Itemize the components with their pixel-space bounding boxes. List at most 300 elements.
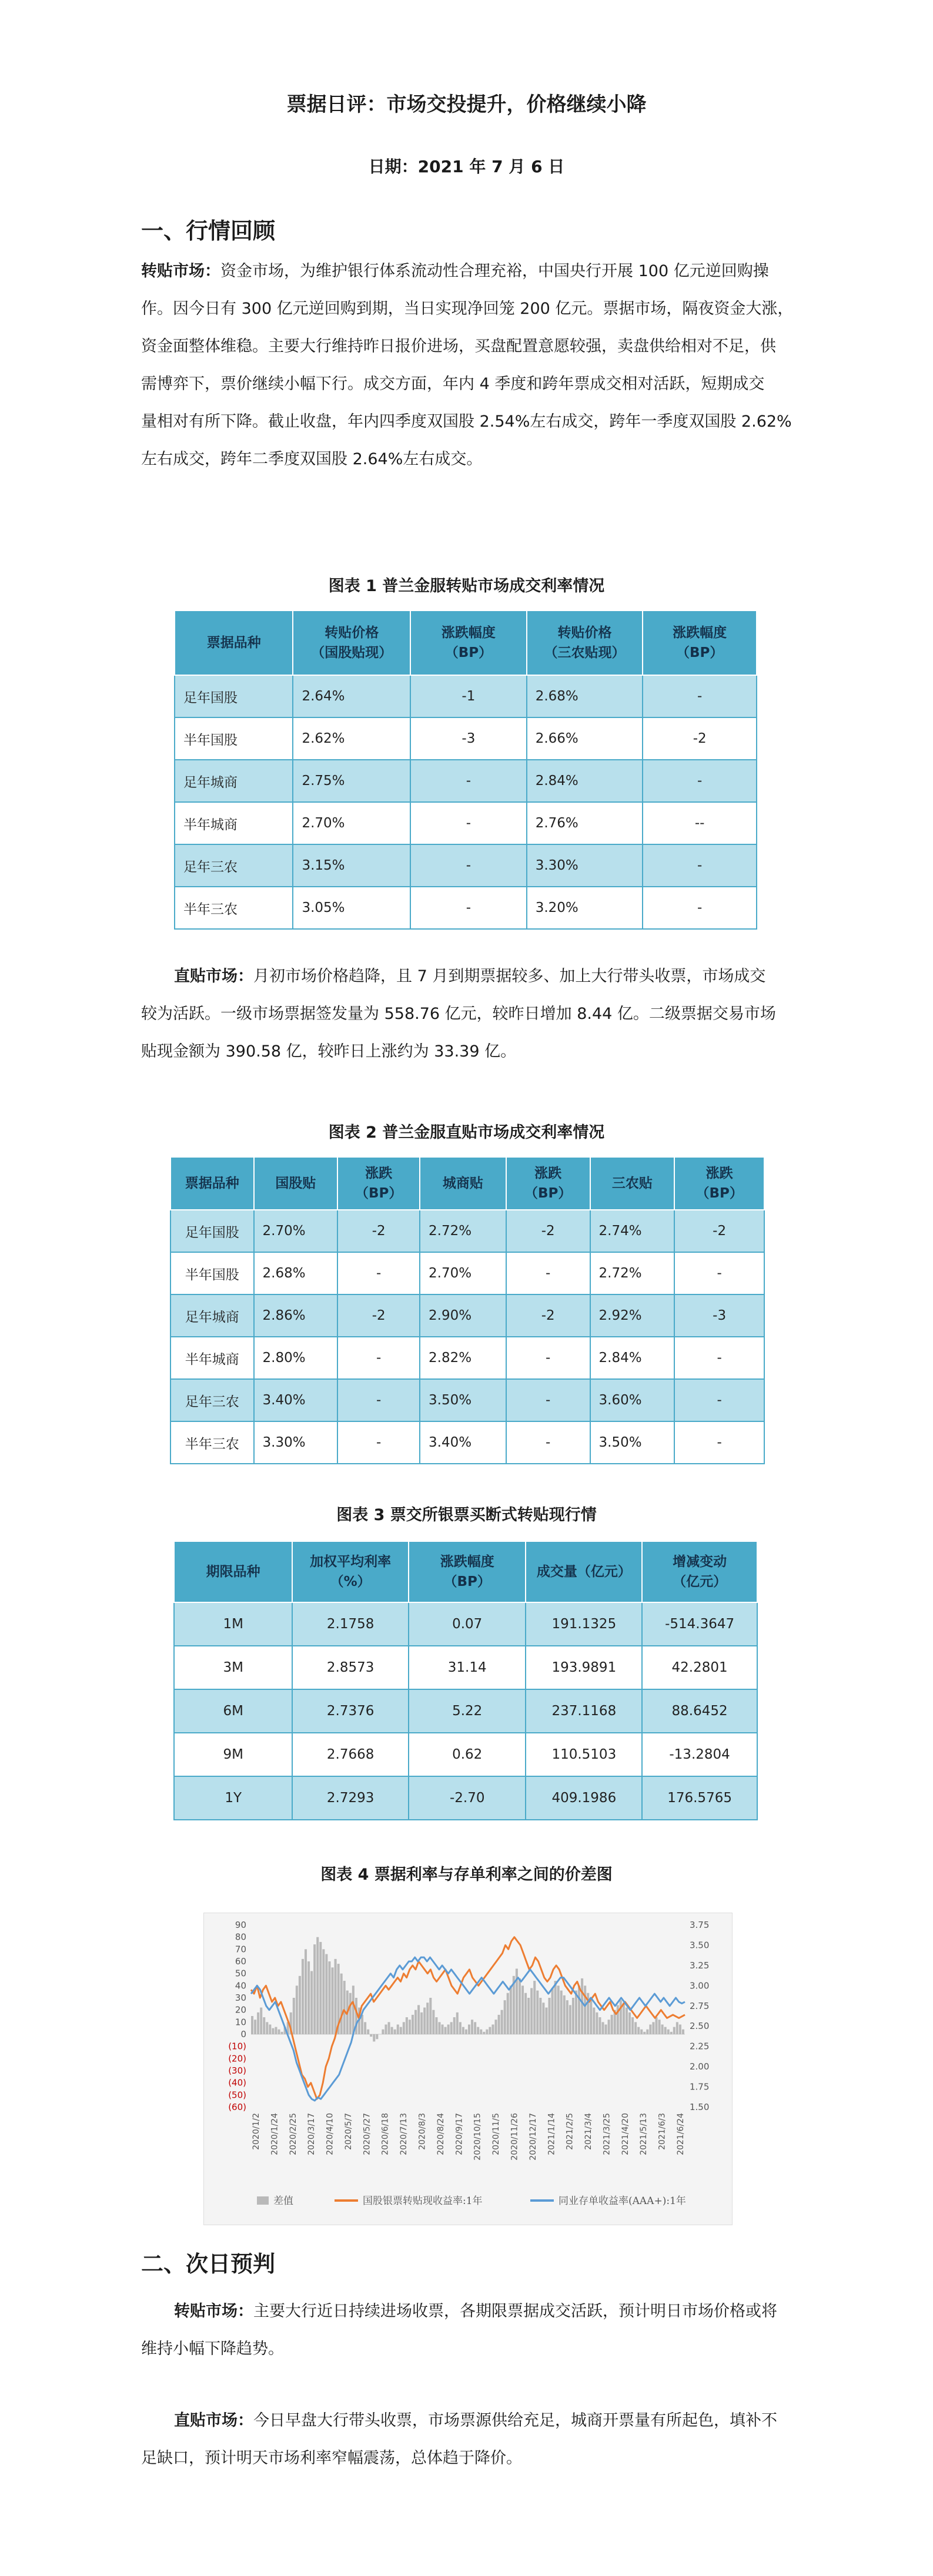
left-axis-tick-label: (30) [228, 2065, 246, 2076]
table-cell: 2.7668 [292, 1733, 409, 1776]
left-axis-tick-label: (20) [228, 2053, 246, 2064]
spread-bar [305, 1949, 307, 2034]
spread-bar [655, 2017, 657, 2034]
x-axis-tick-label: 2020/2/25 [288, 2113, 298, 2155]
spread-bar [322, 1949, 325, 2034]
table-header-cell: 票据品种 [175, 611, 293, 675]
spread-bar [661, 2024, 664, 2034]
table-cell: -2 [643, 717, 757, 760]
spread-bar [429, 1998, 432, 2034]
table-cell: 2.80% [254, 1337, 338, 1379]
report-date: 日期：2021 年 7 月 6 日 [368, 157, 565, 176]
spread-bar [673, 2027, 675, 2034]
table-cell: 110.5103 [526, 1733, 642, 1776]
table-cell: - [674, 1421, 764, 1464]
table-exchange-rediscount [173, 1541, 758, 1820]
left-axis-tick-label: 40 [235, 1980, 246, 1991]
table-cell: - [410, 802, 527, 844]
table-header-cell: 涨跌 （BP） [337, 1157, 420, 1210]
spread-bar [483, 2032, 485, 2034]
table-cell: -1 [410, 675, 527, 717]
spread-bar [325, 1954, 327, 2034]
spread-bar [566, 2000, 569, 2034]
table-cell: -3 [410, 717, 527, 760]
table-header-cell: 期限品种 [174, 1541, 292, 1602]
spread-bar [560, 1991, 563, 2034]
spread-bar [277, 2030, 280, 2034]
spread-bar [486, 2030, 488, 2034]
spread-bar [450, 2022, 453, 2034]
x-axis-tick-label: 2020/6/18 [380, 2113, 390, 2155]
table-cell: 2.7376 [292, 1689, 409, 1733]
spread-bar [310, 1971, 313, 2034]
spread-bar [626, 2008, 628, 2034]
x-axis-tick-label: 2020/4/10 [325, 2113, 335, 2155]
spread-bar [593, 2008, 595, 2034]
spread-bar [438, 2022, 440, 2034]
right-axis-tick-label: 2.50 [690, 2021, 710, 2032]
spread-bar [563, 1995, 566, 2034]
spread-bar [480, 2030, 482, 2034]
table-cell: 2.70% [293, 802, 410, 844]
spread-bar [527, 1998, 530, 2034]
table-cell: 2.68% [254, 1252, 338, 1294]
table3-caption: 图表 3 票交所银票买断式转贴现行情 [336, 1506, 597, 1524]
table-header-row [175, 611, 757, 675]
right-axis-tick-label: 1.50 [690, 2102, 710, 2112]
x-axis-tick-label: 2020/8/24 [436, 2113, 446, 2155]
legend-label: 差值 [273, 2195, 293, 2207]
spread-bar [251, 2016, 253, 2034]
table-row [170, 1252, 764, 1294]
spread-bar [572, 1998, 574, 2034]
spread-bar [281, 2032, 283, 2034]
table-cell: 2.64% [293, 675, 410, 717]
table-cell: 2.8573 [292, 1646, 409, 1689]
table-cell: 足年国股 [175, 675, 293, 717]
spread-bar [474, 2022, 476, 2034]
table-cell: - [337, 1252, 420, 1294]
table-cell: 237.1168 [526, 1689, 642, 1733]
table-cell: 3.50% [590, 1421, 675, 1464]
legend-label: 同业存单收益率(AAA+):1年 [559, 2195, 686, 2207]
right-axis-tick-label: 3.50 [690, 1940, 710, 1951]
table-header-cell: 成交量（亿元） [526, 1541, 642, 1602]
spread-bar [275, 2027, 277, 2034]
spread-bar [637, 2027, 640, 2034]
paragraph-text: 资金市场，为维护银行体系流动性合理充裕，中国央行开展 100 亿元逆回购操 [220, 262, 769, 280]
table-cell: 2.70% [420, 1252, 506, 1294]
spread-bar [477, 2027, 479, 2034]
spread-bar [634, 2022, 637, 2034]
spread-bar [293, 1998, 295, 2034]
spread-bar [343, 1981, 346, 2034]
spread-bar [530, 1988, 533, 2034]
spread-bar [611, 2015, 613, 2034]
spread-bar [649, 2024, 651, 2034]
spread-bar [331, 1967, 333, 2034]
spread-bar [373, 2034, 375, 2041]
table-cell: - [643, 760, 757, 802]
spread-bar [417, 2005, 420, 2034]
table-cell: -2 [337, 1294, 420, 1337]
table-cell: - [506, 1421, 590, 1464]
spread-bar [590, 2000, 592, 2034]
table-header-cell: 加权平均利率 （%） [292, 1541, 409, 1602]
paragraph-lead: 直贴市场： [174, 967, 253, 985]
right-axis-tick-label: 3.25 [690, 1960, 710, 1971]
left-axis-tick-label: 90 [235, 1920, 246, 1930]
table-cell: - [506, 1337, 590, 1379]
table-cell: - [674, 1337, 764, 1379]
paragraph-lead: 直贴市场： [174, 2411, 253, 2430]
spread-chart [203, 1913, 733, 2225]
spread-bar [643, 2032, 646, 2034]
table-cell: 3.30% [527, 844, 643, 887]
table-cell: -2.70 [409, 1776, 526, 1820]
spread-bar [578, 1985, 580, 2034]
paragraph-line: 左右成交，跨年二季度双国股 2.64%左右成交。 [141, 450, 483, 468]
legend-swatch-bar [257, 2196, 269, 2205]
x-axis-tick-label: 2020/1/24 [270, 2113, 280, 2155]
x-axis-tick-label: 2021/6/3 [657, 2113, 667, 2150]
table-row [170, 1421, 764, 1464]
paragraph-line [174, 2402, 794, 2440]
table-cell: 2.1758 [292, 1602, 409, 1646]
table-cell: - [674, 1379, 764, 1421]
spread-bar [581, 1978, 583, 2034]
table-cell: 2.84% [590, 1337, 675, 1379]
spread-bar [646, 2030, 648, 2034]
spread-bar [507, 1993, 509, 2034]
table-cell: 半年城商 [170, 1337, 254, 1379]
table-cell: -13.2804 [642, 1733, 757, 1776]
x-axis-tick-label: 2021/5/13 [639, 2113, 649, 2155]
table-cell: 1M [174, 1602, 292, 1646]
table2-caption: 图表 2 普兰金服直贴市场成交利率情况 [328, 1123, 605, 1142]
x-axis-tick-label: 2021/4/20 [620, 2113, 630, 2155]
table-cell: - [674, 1252, 764, 1294]
left-axis-tick-label: (50) [228, 2089, 246, 2101]
paragraph-line [141, 253, 794, 290]
spread-bar [302, 1959, 304, 2034]
spread-bar [376, 2034, 378, 2039]
spread-bar [257, 2012, 259, 2034]
table-cell: 3.40% [254, 1379, 338, 1421]
spread-bar [539, 1998, 541, 2034]
table-cell: -- [643, 802, 757, 844]
table-cell: -3 [674, 1294, 764, 1337]
spread-bar [447, 2024, 450, 2034]
table-header-cell: 转贴价格 （三农贴现） [527, 611, 643, 675]
left-axis-tick-label: 60 [235, 1956, 246, 1967]
spread-bar [426, 2003, 429, 2034]
table-cell: - [643, 887, 757, 929]
table-row [175, 717, 757, 760]
table-row [174, 1646, 757, 1689]
table-row [170, 1337, 764, 1379]
left-axis-tick-label: 20 [235, 2004, 246, 2015]
table-cell: - [643, 844, 757, 887]
spread-bar [471, 2020, 473, 2034]
table-cell: 半年三农 [170, 1421, 254, 1464]
spread-bar [533, 1981, 536, 2034]
spread-bar [557, 1985, 560, 2034]
spread-bar [491, 2024, 494, 2034]
spread-bar [444, 2027, 447, 2034]
spread-bar [652, 2022, 654, 2034]
paragraph-text: 今日早盘大行带头收票，市场票源供给充足，城商开票量有所起色，填补不 [253, 2411, 777, 2430]
paragraph-text: 月初市场价格趋降，且 7 月到期票据较多、加上大行带头收票，市场成交 [253, 967, 766, 985]
left-axis-tick-label: (60) [228, 2102, 246, 2112]
spread-bar [299, 1976, 301, 2034]
spread-bar [370, 2034, 372, 2037]
x-axis-tick-label: 2020/5/7 [343, 2113, 353, 2150]
table-cell: - [643, 675, 757, 717]
table-cell: 409.1986 [526, 1776, 642, 1820]
table-cell: -2 [674, 1210, 764, 1252]
report-title: 票据日评：市场交投提升，价格继续小降 [286, 93, 647, 116]
spread-bar [628, 2012, 631, 2034]
table-header-cell: 涨跌 （BP） [506, 1157, 590, 1210]
spread-bar [601, 2022, 604, 2034]
chart-caption: 图表 4 票据利率与存单利率之间的价差图 [320, 1866, 613, 1884]
spread-bar [335, 1959, 337, 2034]
right-axis-tick-label: 2.00 [690, 2061, 710, 2072]
spread-bar [658, 2020, 661, 2034]
table-cell: 0.07 [409, 1602, 526, 1646]
spread-bar [400, 2027, 402, 2034]
x-axis-tick-label: 2020/5/27 [362, 2113, 372, 2155]
table-header-cell: 涨跌 （BP） [674, 1157, 764, 1210]
paragraph-forecast-direct [141, 2402, 794, 2477]
spread-bar [397, 2024, 399, 2034]
table-row [174, 1689, 757, 1733]
spread-bar [352, 1985, 355, 2034]
spread-bar [349, 1993, 352, 2034]
paragraph-direct-discount [141, 958, 794, 1071]
table-cell: 足年城商 [170, 1294, 254, 1337]
spread-bar [382, 2030, 384, 2034]
left-axis-tick-label: (40) [228, 2077, 246, 2088]
spread-bar [420, 2012, 423, 2034]
table-cell: 2.68% [527, 675, 643, 717]
spread-bar [367, 2030, 369, 2034]
paragraph-line: 较为活跃。一级市场票据签发量为 558.76 亿元，较昨日增加 8.44 亿。二级票据交易市场 [141, 1005, 776, 1023]
spread-bar [501, 2010, 503, 2034]
spread-bar [403, 2022, 405, 2034]
spread-bar [667, 2030, 670, 2034]
table-cell: 2.86% [254, 1294, 338, 1337]
table-header-cell: 城商贴 [420, 1157, 506, 1210]
table-cell: 2.75% [293, 760, 410, 802]
table-cell: 半年国股 [175, 717, 293, 760]
table-cell: 2.72% [590, 1252, 675, 1294]
left-axis-tick-label: 50 [235, 1968, 246, 1979]
spread-bar [596, 2012, 598, 2034]
spread-bar [468, 2024, 470, 2034]
table-header-cell: 增减变动 （亿元） [642, 1541, 757, 1602]
table-row [175, 675, 757, 717]
spread-bar [682, 2030, 684, 2034]
table-row [170, 1379, 764, 1421]
table-cell: 191.1325 [526, 1602, 642, 1646]
spread-bar [456, 2012, 459, 2034]
spread-chart-svg [204, 1913, 732, 2225]
spread-bar [504, 2000, 506, 2034]
spread-bar [598, 2017, 601, 2034]
table-cell: -2 [337, 1210, 420, 1252]
table-row [175, 760, 757, 802]
spread-bar [272, 2028, 274, 2034]
spread-bar [536, 1991, 539, 2034]
paragraph-line: 贴现金额为 390.58 亿，较昨日上涨约为 33.39 亿。 [141, 1042, 517, 1061]
spread-bar [423, 2008, 426, 2034]
spread-bar [414, 2010, 417, 2034]
paragraph-rediscount [141, 253, 794, 478]
spread-bar [554, 1981, 557, 2034]
x-axis-tick-label: 2020/3/17 [307, 2113, 317, 2155]
x-axis-tick-label: 2020/8/3 [417, 2113, 427, 2150]
section-heading-review: 一、行情回顾 [141, 218, 276, 244]
paragraph-line: 维持小幅下降趋势。 [141, 2340, 284, 2358]
spread-bar [269, 2024, 271, 2034]
spread-bar [388, 2022, 390, 2034]
spread-bar [435, 2017, 437, 2034]
x-axis-tick-label: 2021/3/25 [602, 2113, 612, 2155]
table-row [170, 1210, 764, 1252]
table-cell: 2.76% [527, 802, 643, 844]
x-axis-tick-label: 2021/1/14 [547, 2113, 557, 2155]
spread-bar [459, 2022, 462, 2034]
x-axis-tick-label: 2021/2/5 [565, 2113, 575, 2150]
spread-bar [391, 2027, 393, 2034]
table-row [174, 1776, 757, 1820]
table-row [175, 802, 757, 844]
table-header-cell: 涨跌幅度 （BP） [409, 1541, 526, 1602]
spread-bar [524, 1993, 527, 2034]
table-cell: 足年三农 [175, 844, 293, 887]
table-header-cell: 国股贴 [254, 1157, 338, 1210]
table-cell: - [337, 1337, 420, 1379]
table-cell: 2.62% [293, 717, 410, 760]
table-cell: 3.15% [293, 844, 410, 887]
spread-bar [623, 2003, 625, 2034]
spread-bar [296, 1985, 298, 2034]
table-cell: 2.66% [527, 717, 643, 760]
spread-bar [316, 1937, 319, 2034]
spread-bar [548, 1998, 550, 2034]
spread-bar [670, 2032, 673, 2034]
spread-bar [640, 2030, 643, 2034]
spread-bar [605, 2024, 607, 2034]
spread-bar [465, 2030, 467, 2034]
spread-bar [679, 2024, 681, 2034]
table-cell: 0.62 [409, 1733, 526, 1776]
spread-bar [494, 2020, 497, 2034]
table-cell: 42.2801 [642, 1646, 757, 1689]
table-cell: 半年城商 [175, 802, 293, 844]
x-axis-tick-label: 2021/3/4 [584, 2113, 594, 2150]
table-cell: 2.82% [420, 1337, 506, 1379]
table-cell: 2.90% [420, 1294, 506, 1337]
table-cell: - [410, 844, 527, 887]
table-row [175, 887, 757, 929]
table-cell: 6M [174, 1689, 292, 1733]
table-cell: 3.05% [293, 887, 410, 929]
spread-bar [266, 2022, 268, 2034]
table-header-row [174, 1541, 757, 1602]
spread-bar [263, 2017, 265, 2034]
table-cell: 3.30% [254, 1421, 338, 1464]
table-cell: 3.50% [420, 1379, 506, 1421]
table-row [170, 1294, 764, 1337]
table-cell: 3.20% [527, 887, 643, 929]
table-header-cell: 涨跌幅度 （BP） [643, 611, 757, 675]
table-cell: - [337, 1421, 420, 1464]
spread-bar [412, 2015, 414, 2034]
table-row [174, 1602, 757, 1646]
spread-bar [498, 2015, 500, 2034]
spread-bar [462, 2027, 464, 2034]
paragraph-line: 资金面整体维稳。主要大行维持昨日报价进场，买盘配置意愿较强，卖盘供给相对不足，供 [141, 337, 776, 355]
spread-bar [409, 2020, 411, 2034]
table-header-cell: 三农贴 [590, 1157, 675, 1210]
right-axis-tick-label: 1.75 [690, 2081, 710, 2092]
table-cell: 足年国股 [170, 1210, 254, 1252]
paragraph-forecast-rediscount [141, 2293, 794, 2368]
table-cell: -2 [506, 1294, 590, 1337]
left-axis-tick-label: (10) [228, 2041, 246, 2052]
spread-bar [406, 2017, 408, 2034]
paragraph-text: 主要大行近日持续进场收票，各期限票据成交活跃，预计明日市场价格或将 [253, 2302, 777, 2320]
table-cell: 半年国股 [170, 1252, 254, 1294]
legend-label: 国股银票转贴现收益率:1年 [363, 2195, 483, 2207]
x-axis-tick-label: 2020/7/13 [399, 2113, 409, 2155]
spread-bar [521, 1985, 524, 2034]
spread-bar [584, 1985, 586, 2034]
paragraph-lead: 转贴市场： [141, 262, 220, 280]
spread-bar [394, 2030, 396, 2034]
table-cell: -514.3647 [642, 1602, 757, 1646]
spread-bar [364, 2022, 366, 2034]
right-axis-tick-label: 2.25 [690, 2041, 710, 2052]
paragraph-line [174, 2293, 794, 2330]
left-axis-tick-label: 70 [235, 1944, 246, 1955]
paragraph-line: 足缺口，预计明天市场利率窄幅震荡，总体趋于降价。 [141, 2449, 522, 2467]
paragraph-line: 需博弈下，票价继续小幅下行。成交方面，年内 4 季度和跨年票成交相对活跃，短期成交 [141, 375, 765, 393]
table-cell: 2.70% [254, 1210, 338, 1252]
table-cell: 88.6452 [642, 1689, 757, 1733]
spread-bar [340, 1974, 343, 2034]
table-rediscount-rates [174, 610, 757, 930]
spread-bar [631, 2017, 634, 2034]
table-row [174, 1733, 757, 1776]
spread-bar [432, 2010, 434, 2034]
spread-bar [328, 1961, 330, 2034]
table-cell: 1Y [174, 1776, 292, 1820]
table-direct-discount-rates [170, 1156, 765, 1464]
left-axis-tick-label: 0 [240, 2029, 246, 2040]
table-cell: 足年城商 [175, 760, 293, 802]
section-heading-forecast: 二、次日预判 [141, 2251, 276, 2277]
table-cell: 2.92% [590, 1294, 675, 1337]
table-cell: - [410, 887, 527, 929]
table-cell: 5.22 [409, 1689, 526, 1733]
table-cell: - [506, 1252, 590, 1294]
spread-bar [575, 1991, 577, 2034]
table-cell: 2.84% [527, 760, 643, 802]
